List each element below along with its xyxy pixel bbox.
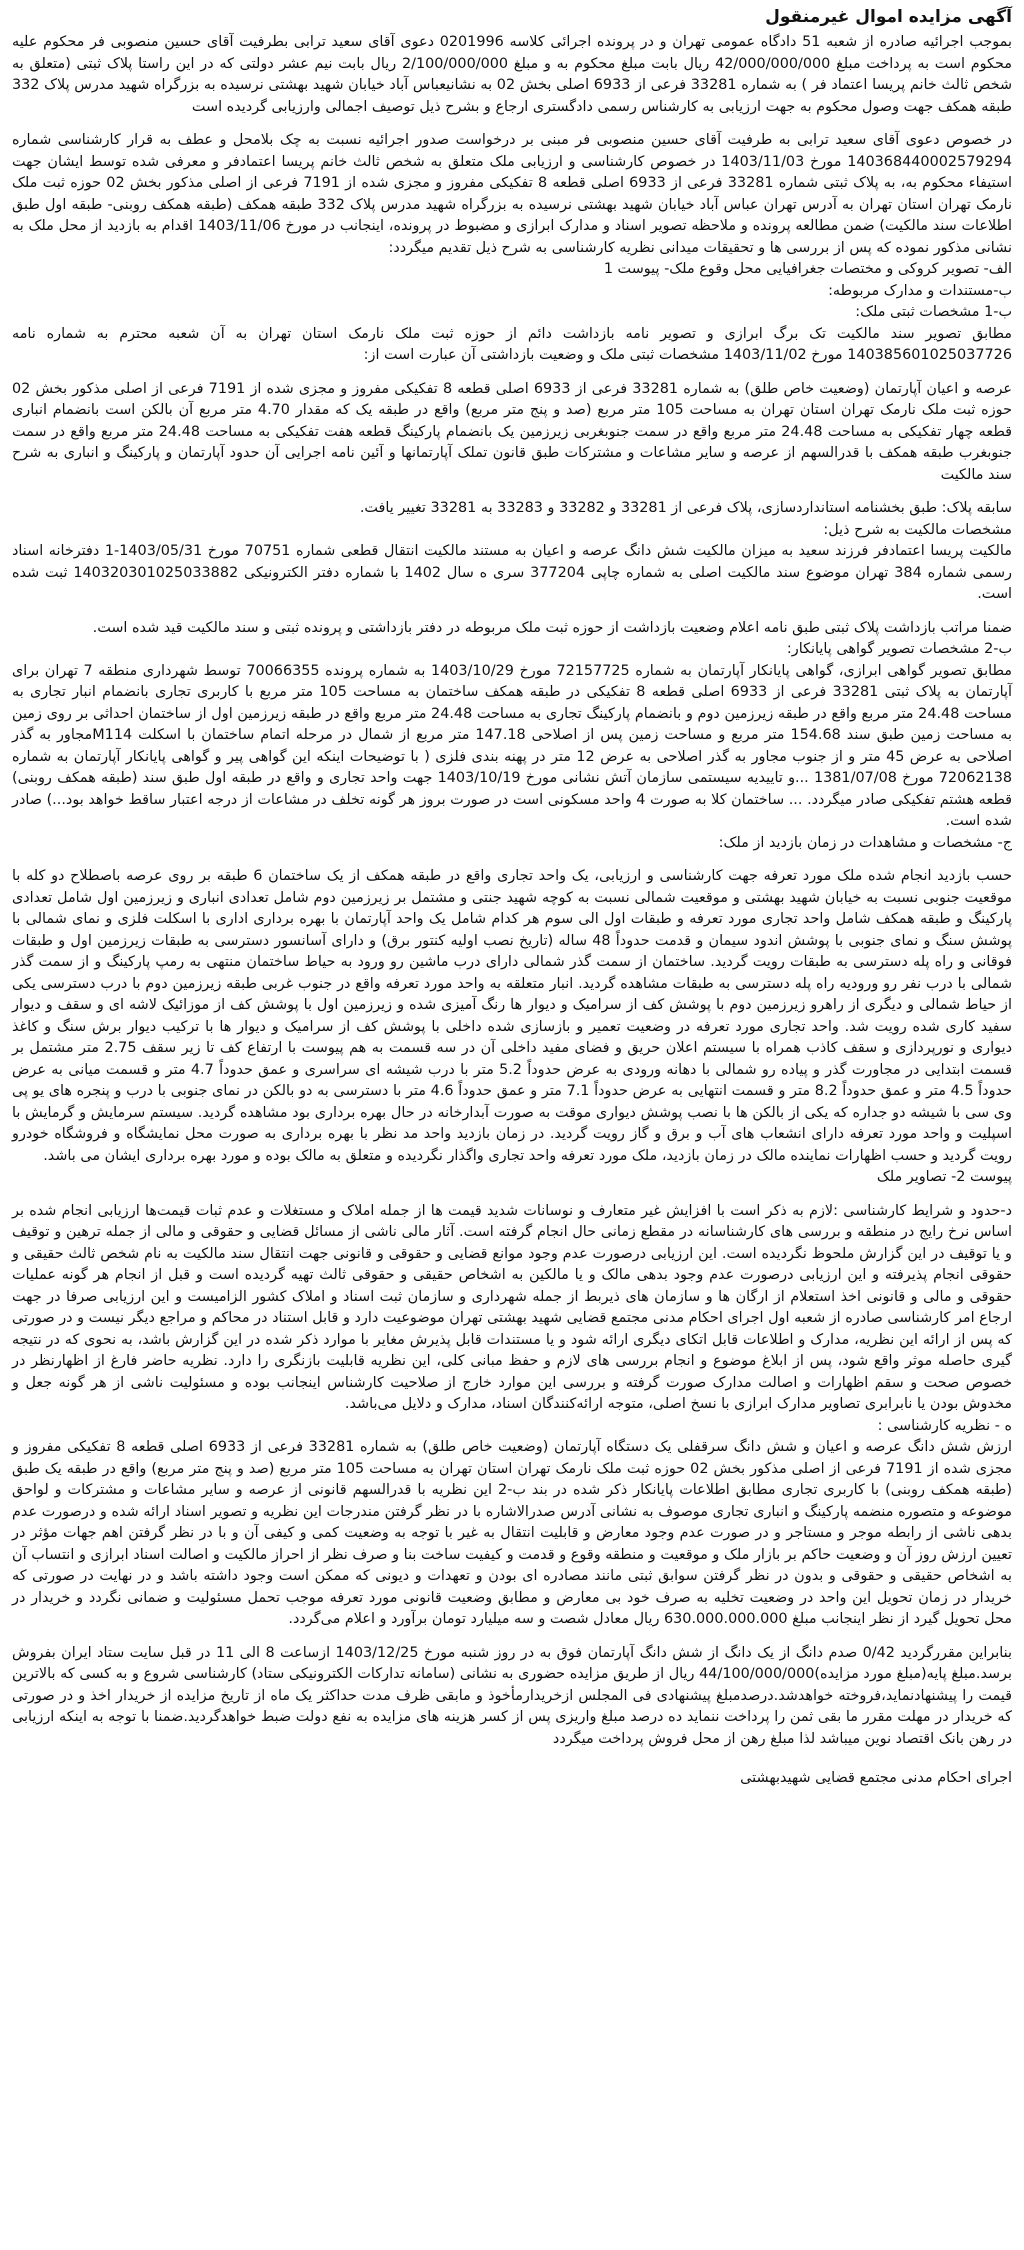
notice-paragraph: ضمنا مراتب بازداشت پلاک ثبتی طبق نامه اعلام وضعیت بازداشت از حوزه ثبت ملک مربوطه در دفتر بازداشتی و پرونده ثبتی و سند مالکیت قید شده است.	[92, 619, 1012, 636]
notice-paragraph: مطابق تصویر سند مالکیت تک برگ ابرازی و تصویر نامه بازداشت دائم از حوزه ثبت ملک نارمک استان تهران به آن شعبه محترم به شماره نامه 140385601025037726 مورخ 1403/11/02 مشخصات ثبتی ملک و وضعیت بازداشتی آن عبارت است از:	[12, 325, 1012, 363]
notice-paragraph: در خصوص دعوی آقای سعید ترابی به طرفیت آقای حسین منصوبی فر مبنی بر درخواست صدور اجرائیه نسبت به چک بلامحل و عطف به قرار کارشناسی شماره 140368440002579294 مورخ 1403/11/03 در خصوص کارشناسی و ارزیابی ملک متعلق به شخص ثالث خانم پریسا اعتمادفر و معرفی شده توسط ایشان جهت استیفاء محکوم به، به پلاک ثبتی شماره 33281 فرعی از 6933 اصلی قطعه 8 تفکیکی مفروز و مجزی شده از 7191 فرعی از اصلی مذکور بخش 02 حوزه ثبت ملک نارمک تهران استان تهران به آدرس تهران عباس آباد خیابان شهید بهشتی نرسیده به بزرگراه شهید مدرس پلاک 332 طبقه همکف (طبقه همکف روبنی- طبقه اول طبق اطلاعات سند مالکیت) ضمن مطالعه پرونده و ملاحظه تصویر اسناد و مدارک ابرازی و مضبوط در پرونده، اینجانب در مورخ 1403/11/06 اقدام به بازدید از محل ملک به نشانی مذکور نموده که پس از بررسی ها و تحقیقات میدانی نظریه کارشناسی به شرح ذیل تقدیم میگردد:	[12, 132, 1012, 256]
notice-paragraph: د-حدود و شرایط کارشناسی :لازم به ذکر است با افزایش غیر متعارف و نوسانات شدید قیمت ها از جمله املاک و مستغلات و عدم ثبات قیمت‌ها ارزیابی انجام شده بر اساس نرخ رایج در منطقه و بررسی های کارشناسانه در مقطع زمانی حال انجام گرفته است. آثار مالی ناشی از مسائل قضایی و حقوقی و مالی از جمله ترهین و توقیف و یا توقیف در این گزارش ملحوظ نگردیده است. این ارزیابی درصورت عدم وجود موانع قضایی و حقوقی و قانونی جهت انتقال سند مالکیت به نام شخص ثالث حقیقی و حقوقی انجام پذیرفته و این ارزیابی درصورت عدم وجود بدهی مالک و یا مالکین به اشخاص حقیقی و حقوقی ثالث تهیه گردیده است و قبل از انجام هر گونه عملیات حقوقی و مالی و قانونی اخذ استعلام از ارگان ها و سازمان های ذیربط از جمله شهرداری و سازمان ثبت اسناد و املاک کشور الزامیست و این ارزیابی صرفا در جهت ارجاع امر کارشناسی صادره از شعبه اول اجرای احکام مدنی مجتمع قضایی شهید بهشتی تهران موضوعیت دارد و قابل استناد در محاکم و مراجع دیگر نیست و در صورتی که پس از ارائه این نظریه، مدارک و اطلاعات قابل اتکای دیگری ارائه شود و یا مستندات قابل پذیرش مغایر با موارد ذکر شده در این گزارش باشد، به نحوی که در نتیجه گیری حاصله موثر واقع شود، پس از ابلاغ موضوع و انجام بررسی های لازم و حفظ مبانی کلی، این نظریه قابلیت بازنگری را دارد. نظریه حاضر فارغ از اظهارنظر در خصوص صحت و سقم اظهارات و اصالت مدارک صورت گرفته و بررسی این موارد خارج از صلاحیت کارشناس اینجانب بوده و مسئولیت ناشی از هر گونه جعل و مخدوش بودن یا نابرابری تصاویر مدارک ابرازی با نسخ اصلی، متوجه ارائه‌کنندگان اسناد، مدارک و دلایل می‌باشد.	[12, 1202, 1012, 1412]
section-heading: ب-2 مشخصات تصویر گواهی پایانکار:	[786, 641, 1012, 657]
section-heading: ب-1 مشخصات ثبتی ملک:	[855, 304, 1012, 320]
notice-paragraph: بنابراین مقررگردید 0/42 صدم دانگ از یک دانگ از شش دانگ آپارتمان فوق به در روز شنبه مورخ 1403/12/25 ازساعت 8 الی 11 در قبل سایت ستاد ایران بفروش برسد.مبلغ پایه(مبلغ مورد مزایده)44/100/000/000 ریال از طریق مزایده حضوری به نشانی (سامانه تدارکات الکترونیکی ستاد) کارشناسی شروع و به کسی که بالاترین قیمت را پیشنهادنماید،فروخته خواهدشد.درصدمبلغ پیشنهادی فی المجلس ازخریدارمأخوذ و مابقی ظرف مدت حداکثر یک ماه از تاریخ مزایده از خریدار اخذ و در صورتی که خریدار در مهلت مقرر ما بقی ثمن را پرداخت ننماید ده درصد مبلغ واریزی پس از کسر هزینه های مزایده به نفع دولت ضبط خواهدگردید.ضمنا با توجه به اینکه ارزیابی در رهن بانک اقتصاد نوین میباشد لذا مبلغ رهن از محل فروش پرداخت میگردد	[12, 1644, 1013, 1747]
section-heading: ب-مستندات و مدارک مربوطه:	[828, 282, 1012, 299]
notice-paragraph: حسب بازدید انجام شده ملک مورد تعرفه جهت کارشناسی و ارزیابی، یک واحد تجاری واقع در طبقه همکف از یک ساختمان 6 طبقه بر روی عرصه باصطلاح دو کله با موقعیت جنوبی نسبت به خیابان شهید بهشتی و موقعیت شمالی نسبت به کوچه شهید جنتی و مشتمل بر زیرزمین دوم شامل تعدادی انباری و زیرزمین اول شامل تعدادی پارکینگ و طبقه همکف شامل واحد تجاری مورد تعرفه و طبقات اول الی سوم هر کدام شامل یک واحد آپارتمان با بهره برداری اداری با اسکلت فلزی و نمای شمالی با پوشش سنگ و نمای جنوبی با پوشش اندود سیمان و قدمت حدوداً 48 ساله (تاریخ نصب اولیه کنتور برق) و دارای آسانسور دسترسی به طبقات زیرزمین اول و طبقات فوقانی و راه پله دسترسی به طبقات رویت گردید. ساختمان از سمت گذر شمالی دارای درب ماشین رو ورود به حیاط ساختمان منتهی به رمپ پارکینگ و از سمت گذر شمالی با درب نفر رو ورودیه راه پله دسترسی به طبقات مشاهده گردید. انبار متعلقه به واحد مورد تعرفه واقع در جنوب غربی طبقه زیرزمین دوم با درب دسترسی یکی از حیاط شمالی و دیگری از راهرو زیرزمین دوم با پوشش کف از سرامیک و دیوار ها رنگ آمیزی شده و زیرزمین اول با پوشش کف از موزائیک لاشه ای و سقف و دیوار سفید کاری شده رویت شد. واحد تجاری مورد تعرفه در وضعیت تعمیر و بازسازی شده داخلی با پوشش کف از سرامیک و دیوار ها با ترکیب دیوار برش سنگ و کاغذ دیواری و نورپردازی و سقف کاذب همراه با سیستم اعلان حریق و فضای مفید داخلی آن در سه قسمت به هم پیوست با ارتفاع کف تا زیر سقف 2.75 متر مشتمل بر قسمت ابتدایی در مجاورت گذر و پیاده رو شمالی با دهانه ورودی به عرض حدوداً 5.2 متر با درب شیشه ای سراسری و عمق حدوداً 4.7 متر و قسمت میانی به عرض حدوداً 4.5 متر و عمق حدوداً 8.2 متر و قسمت انتهایی به عرض حدوداً 7.1 متر و عمق حدوداً 4.6 متر با دسترسی به دو بالکن در نمای جنوبی با درب و پنجره های یو پی وی سی با شیشه دو جداره که یکی از بالکن ها با نصب پوشش دیواری موقت به صورت آبدارخانه در حال بهره برداری بود مشاهده گردید. سیستم سرمایش و گرمایش با اسپلیت و واحد مورد تعرفه دارای انشعاب های آب و برق و گاز رویت گردید. در زمان بازدید واحد مد نظر با بهره برداری به صورت محل نمایشگاه و فروشگاه خودرو رویت گردید و حسب اظهارات نماینده مالک در زمان بازدید، ملک مورد تعرفه واحد تجاری واگذار نگردیده و متعلق به مالک بوده و مورد بهره برداری ایشان می باشد.	[12, 868, 1012, 1164]
notice-paragraph: ارزش شش دانگ عرصه و اعیان و شش دانگ سرقفلی یک دستگاه آپارتمان (وضعیت خاص طلق) به شماره 33281 فرعی از 6933 اصلی قطعه 8 تفکیکی مفروز و مجزی شده از 7191 فرعی از اصلی مذکور بخش 02 حوزه ثبت ملک نارمک تهران استان تهران به مساحت 105 متر مربع (صد و پنج متر مربع) واقع در طبقه یک طبق (طبقه همکف روبنی) با کاربری تجاری مطابق اطلاعات پایانکار ذکر شده در بند ب-2 این نظریه با قدرالسهم قانونی از عرصه و سایر مشاعات و مشترکات و لواحق موضوعه و متصوره منضمه پارکینگ و انباری تجاری موصوف به نشانی آدرس صدرالاشاره با در نظر گرفتن مندرجات این نظریه و تصویر اسناد ارائه شده و درصورت عدم بدهی ناشی از رابطه موجر و مستاجر و در صورت عدم وجود معارض و قابلیت انتقال به غیر با توجه به وضعیت کمی و کیفی آن و با در نظر گرفتن اهم جهات مؤثر در تعیین ارزش روز آن و وضعیت حاکم بر بازار ملک و موقعیت و منطقه وقوع و قدمت و کیفیت ساخت بنا و صرف نظر از احراز مالکیت و اصالت اسناد ابرازی و انتساب آن به اشخاص حقیقی و حقوقی و بدون در نظر گرفتن سوابق ثبتی مانند مصادره ای بودن و تعهدات و دیونی که ممکن است وجود داشته باشد و در نهایت در صورتی که خریدار در زمان تحویل این واحد در وضعیت تخلیه به صرف خود بی معارض و مطابق وضعیت قانونی مورد تعرفه موجب تحمل مسئولیت و ضمانی نگردد و خریدار در محل تحویل گیرد از نظر اینجانب مبلغ 630.000.000.000 ریال معادل شصت و سه میلیارد تومان برآورد و اعلام می‌گردد.	[12, 1439, 1013, 1627]
notice-paragraph: عرصه و اعیان آپارتمان (وضعیت خاص طلق) به شماره 33281 فرعی از 6933 اصلی قطعه 8 تفکیکی مفروز و مجزی شده از 7191 فرعی از اصلی مذکور بخش 02 حوزه ثبت ملک نارمک تهران استان تهران به مساحت 105 متر مربع (صد و پنج متر مربع) واقع در طبقه یک که مقدار 4.70 متر مربع آن بالکن است بانضمام انباری قطعه چهار تفکیکی به مساحت 24.48 متر مربع واقع در سمت جنوبغربی زیرزمین یک بانضمام پارکینگ قطعه هفت تفکیکی به مساحت 24.48 متر مربع واقع در سمت جنوبغرب طبقه همکف با قدرالسهم از عرصه و سایر مشاعات و مشترکات طبق قانون تملک آپارتمانها و آئین نامه اجرایی آن حدود آپارتمان و پارکینگ و انباری به شرح سند مالکیت	[12, 380, 1013, 483]
section-heading: مشخصات مالکیت به شرح ذیل:	[823, 521, 1012, 538]
section-heading: الف- تصویر کروکی و مختصات جغرافیایی محل وقوع ملک- پیوست 1	[603, 261, 1012, 277]
notice-paragraph: بموجب اجرائیه صادره از شعبه 51 دادگاه عمومی تهران و در پرونده اجرائی کلاسه 0201996 دعوی آقای سعید ترابی بطرفیت آقای حسین منصوبی فر محکوم علیه محکوم است به پرداخت مبلغ 42/000/000/000 ریال بابت مبلغ محکوم به و مبلغ 2/100/000/000 ریال بابت نیم عشر دولتی که در این راستا پلاک ثبتی (متعلق به شخص ثالث خانم پریسا اعتماد فر ) به شماره 33281 فرعی از 6933 اصلی بخش 02 به نشانیعباس آباد خیابان شهید بهشتی نرسیده به بزرگراه شهید مدرس پلاک 332 طبقه همکف جهت وصول محکوم به جهت ارزیابی به کارشناس رسمی دادگستری ارجاع و بشرح ذیل توصیف اجمالی وارزیابی گردیده است	[12, 34, 1013, 115]
section-heading: ه - نظریه کارشناسی :	[877, 1417, 1012, 1434]
notice-paragraph: سابقه پلاک: طبق بخشنامه استانداردسازی، پلاک فرعی از 33281 و 33282 و 33283 به 33281 تغییر یافت.	[359, 500, 1012, 516]
notice-title: آگهی مزایده اموال غیرمنقول	[765, 7, 1012, 27]
notice-signature: اجرای احکام مدنی مجتمع قضایی شهیدبهشتی	[740, 1770, 1012, 1786]
notice-paragraph: مطابق تصویر گواهی ابرازی، گواهی پایانکار آپارتمان به شماره 72157725 مورخ 1403/10/29 به شماره پرونده 70066355 توسط شهرداری منطقه 7 تهران برای آپارتمان به پلاک ثبتی 33281 فرعی از 6933 اصلی قطعه 8 تفکیکی در طبقه همکف ساختمان به مساحت 105 متر مربع با کاربری تجاری بانضمام انبار تجاری به مساحت 24.48 متر مربع واقع در طبقه زیرزمین دوم و بانضمام پارکینگ تجاری به مساحت 24.48 متر مربع واقع در طبقه زیرزمین اول از ساختمان احداثی بر روی زمین به مساحت زمین طبق سند 154.68 متر مربع و مساحت زمین پس از اصلاحی 147.18 متر مربع از شمال در مرحله اتمام ساختمان با اسکلت M114مجاور به گذر اصلاحی به عرض 45 متر و از جنوب مجاور به گذر اصلاحی به عرض 12 متر در پهنه بندی فلزی ( با توضیحات اینکه این گواهی پیر و گواهی پایانکار آپارتمان به شماره 72062138 مورخ 1381/07/08 ...و تاییدیه سیستمی سازمان آتش نشانی مورخ 1403/10/19 جهت واحد تجاری و واقع در طبقه اول طبق سند (طبقه همکف روبنی) قطعه هشتم تفکیکی صادر میگردد. ... ساختمان کلا به صورت 4 واحد مسکونی است در صورت بروز هر گونه تخلف در مشاعات از درجه اعتبار ساقط خواهد بود...) صادر شده است.	[12, 662, 1013, 829]
notice-body	[12, 32, 1012, 1750]
section-heading: ج- مشخصات و مشاهدات در زمان بازدید از ملک:	[718, 834, 1012, 851]
section-heading: پیوست 2- تصاویر ملک	[876, 1169, 1012, 1185]
notice-paragraph: مالکیت پریسا اعتمادفر فرزند سعید به میزان مالکیت شش دانگ عرصه و اعیان به مستند مالکیت انتقال قطعی شماره 70751 مورخ 1403/05/31-1 دفترخانه اسناد رسمی شماره 384 تهران موضوع سند مالکیت اصلی به شماره چاپی 377204 سری ه سال 1402 با شماره دفتر الکترونیکی 140320301025033882 ثبت شده است.	[12, 543, 1012, 602]
